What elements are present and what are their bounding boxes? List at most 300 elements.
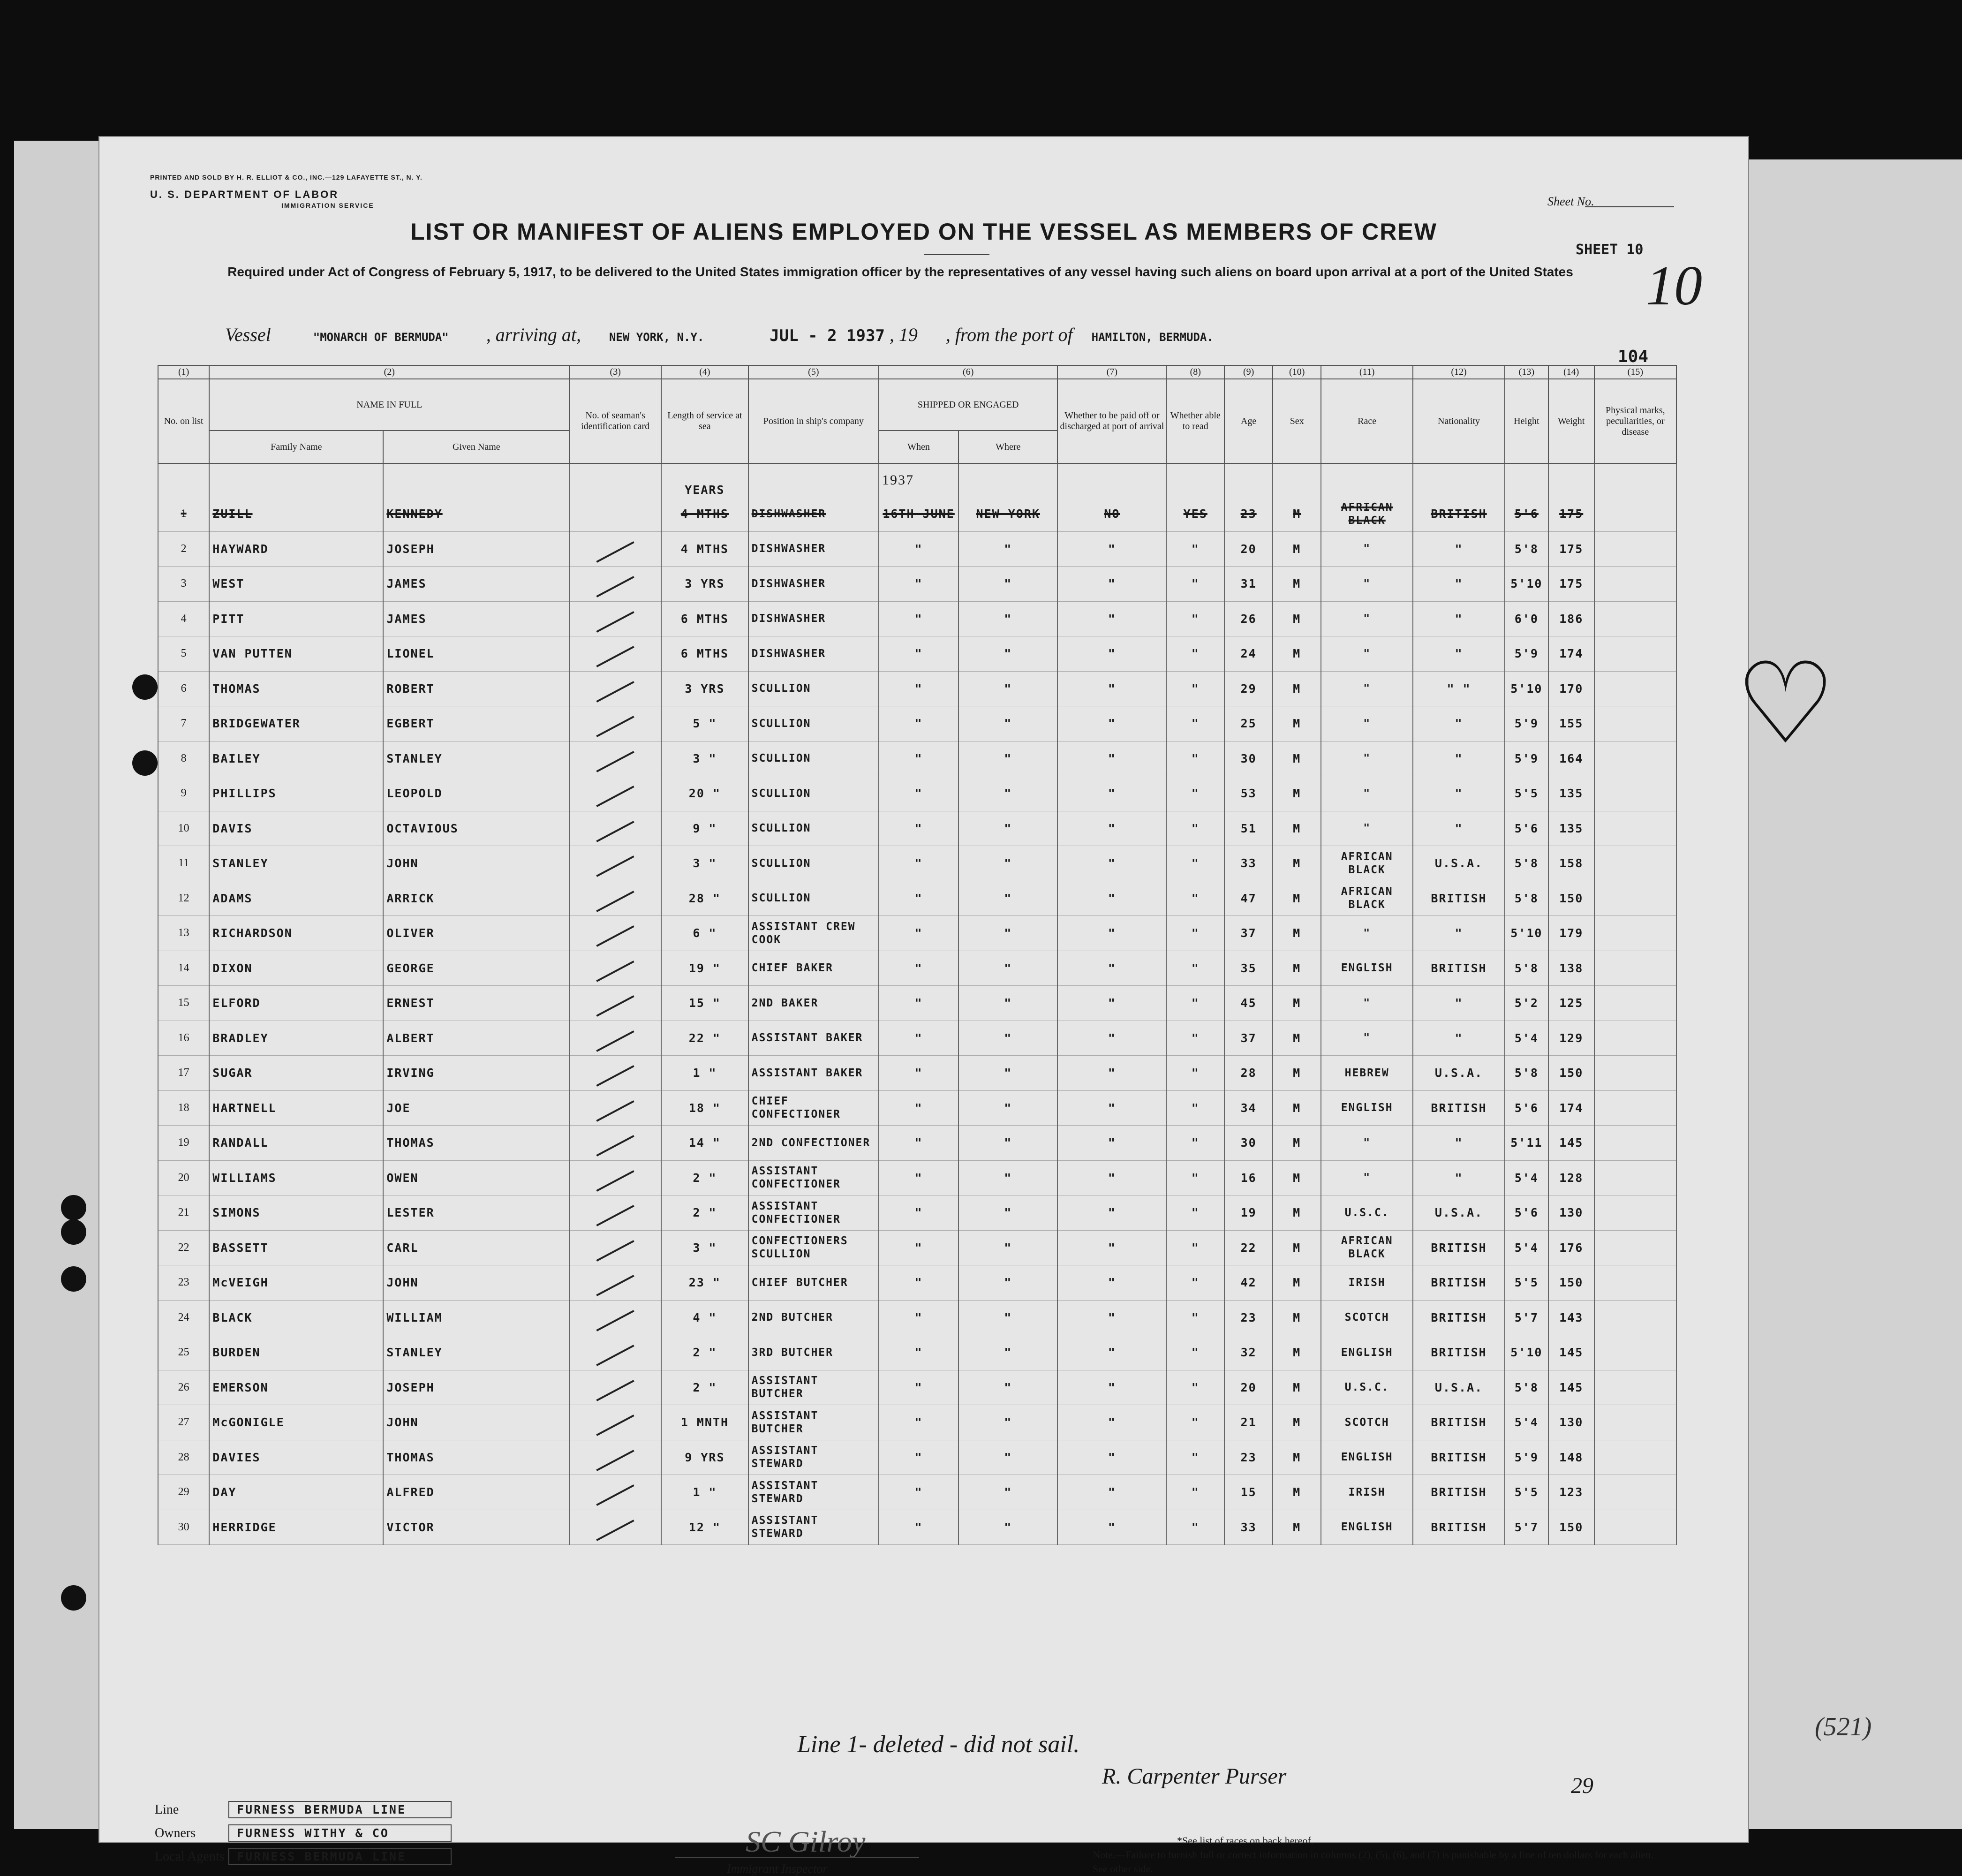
given-name: OLIVER (383, 916, 569, 951)
row-number: 11 (158, 846, 209, 881)
shipped-when: 16TH JUNE (879, 497, 958, 531)
able-to-read: " (1166, 1126, 1224, 1161)
able-to-read: " (1166, 636, 1224, 672)
table-row (158, 1405, 1676, 1440)
physical-marks (1594, 1440, 1676, 1475)
shipped-where: " (958, 1335, 1057, 1370)
physical-marks (1594, 846, 1676, 881)
able-to-read: " (1166, 811, 1224, 846)
nationality: " (1413, 601, 1505, 636)
position: ASSISTANT STEWARD (748, 1440, 879, 1475)
header-height: Height (1505, 379, 1548, 463)
shipped-where: " (958, 1510, 1057, 1545)
col-7-number: (7) (1057, 365, 1166, 379)
shipped-where: " (958, 1265, 1057, 1301)
shipped-when: " (879, 1370, 958, 1405)
length-of-service: 6 MTHS (661, 636, 748, 672)
position: CHIEF BAKER (748, 951, 879, 986)
sex: M (1273, 1090, 1321, 1126)
arrival-date-stamp: JUL - 2 1937 (770, 326, 885, 345)
seaman-card-tick (569, 567, 661, 602)
nationality: " (1413, 916, 1505, 951)
given-name: VICTOR (383, 1510, 569, 1545)
length-of-service: 4 MTHS (661, 531, 748, 567)
length-of-service: 22 " (661, 1021, 748, 1056)
age: 22 (1224, 1230, 1273, 1265)
weight: 125 (1548, 986, 1594, 1021)
weight: 148 (1548, 1440, 1594, 1475)
header-weight: Weight (1548, 379, 1594, 463)
years-label: YEARS (661, 463, 748, 497)
height: 5'8 (1505, 1370, 1548, 1405)
age: 32 (1224, 1335, 1273, 1370)
row-number: 8 (158, 741, 209, 776)
table-row (158, 1126, 1676, 1161)
seaman-card-tick (569, 846, 661, 881)
crew-manifest-table (158, 365, 1677, 1545)
shipped-where: " (958, 741, 1057, 776)
paid-off: " (1057, 986, 1166, 1021)
seaman-card-tick (569, 811, 661, 846)
height: 5'9 (1505, 706, 1548, 741)
punch-hole (61, 1585, 86, 1611)
shipped-when: " (879, 986, 958, 1021)
physical-marks (1594, 671, 1676, 706)
weight: 145 (1548, 1370, 1594, 1405)
nationality: " " (1413, 671, 1505, 706)
race: IRISH (1321, 1265, 1413, 1301)
able-to-read: " (1166, 776, 1224, 811)
table-row (158, 1300, 1676, 1335)
tick-mark (596, 1065, 634, 1087)
race: " (1321, 811, 1413, 846)
pencil-mark: ♡ (1735, 638, 1836, 769)
race: " (1321, 531, 1413, 567)
tick-mark (596, 891, 634, 912)
family-name: ADAMS (209, 881, 383, 916)
nationality: BRITISH (1413, 1335, 1505, 1370)
physical-marks (1594, 1510, 1676, 1545)
position: ASSISTANT BUTCHER (748, 1370, 879, 1405)
shipped-where: " (958, 1056, 1057, 1091)
header-age: Age (1224, 379, 1273, 463)
table-row (158, 706, 1676, 741)
length-of-service: 2 " (661, 1195, 748, 1231)
length-of-service: 15 " (661, 986, 748, 1021)
nationality: BRITISH (1413, 1510, 1505, 1545)
position: DISHWASHER (748, 497, 879, 531)
nationality: BRITISH (1413, 1475, 1505, 1510)
shipped-where: " (958, 1090, 1057, 1126)
weight: 164 (1548, 741, 1594, 776)
table-row (158, 916, 1676, 951)
col-11-number: (11) (1321, 365, 1413, 379)
physical-marks (1594, 951, 1676, 986)
physical-marks (1594, 1056, 1676, 1091)
given-name: OCTAVIOUS (383, 811, 569, 846)
position: DISHWASHER (748, 636, 879, 672)
seaman-card-tick (569, 1510, 661, 1545)
shipped-when: " (879, 881, 958, 916)
shipped-where: " (958, 1126, 1057, 1161)
age: 45 (1224, 986, 1273, 1021)
weight: 150 (1548, 1510, 1594, 1545)
row-number: 20 (158, 1160, 209, 1195)
able-to-read: " (1166, 741, 1224, 776)
given-name: LIONEL (383, 636, 569, 672)
family-name: SUGAR (209, 1056, 383, 1091)
nationality: BRITISH (1413, 1300, 1505, 1335)
height: 5'2 (1505, 986, 1548, 1021)
shipped-when: " (879, 531, 958, 567)
able-to-read: " (1166, 671, 1224, 706)
shipped-where: " (958, 1160, 1057, 1195)
col-15-number: (15) (1594, 365, 1676, 379)
row-number: 19 (158, 1126, 209, 1161)
paid-off: " (1057, 567, 1166, 602)
shipped-when: " (879, 1335, 958, 1370)
seaman-card-tick (569, 1335, 661, 1370)
weight: 175 (1548, 531, 1594, 567)
family-name: DAVIS (209, 811, 383, 846)
sex: M (1273, 916, 1321, 951)
column-header-row (158, 379, 1676, 431)
weight: 145 (1548, 1335, 1594, 1370)
sex: M (1273, 1126, 1321, 1161)
height: 5'10 (1505, 671, 1548, 706)
shipped-where: " (958, 601, 1057, 636)
sex: M (1273, 497, 1321, 531)
seaman-card-tick (569, 916, 661, 951)
shipped-where: " (958, 1475, 1057, 1510)
family-name: HARTNELL (209, 1090, 383, 1126)
sheet-no-line (1585, 206, 1674, 207)
length-of-service: 1 " (661, 1475, 748, 1510)
seaman-card-tick (569, 671, 661, 706)
length-of-service: 28 " (661, 881, 748, 916)
paid-off: NO (1057, 497, 1166, 531)
nationality: " (1413, 986, 1505, 1021)
row-number: 18 (158, 1090, 209, 1126)
shipped-when: " (879, 567, 958, 602)
shipped-where: " (958, 811, 1057, 846)
nationality: " (1413, 1021, 1505, 1056)
sex: M (1273, 1440, 1321, 1475)
header-sex: Sex (1273, 379, 1321, 463)
tick-mark (596, 821, 634, 842)
age: 26 (1224, 601, 1273, 636)
shipped-when: " (879, 636, 958, 672)
paid-off: " (1057, 1405, 1166, 1440)
height: 6'0 (1505, 601, 1548, 636)
legal-note: Note.—Failure to furnish full or correct information in columns (2), (5), (6), and (7) is punishable by a fine of ten dollars for each alien. See other side. (1093, 1849, 1653, 1875)
age: 29 (1224, 671, 1273, 706)
seaman-card-tick (569, 636, 661, 672)
weight: 175 (1548, 567, 1594, 602)
height: 5'11 (1505, 1126, 1548, 1161)
position: ASSISTANT CREW COOK (748, 916, 879, 951)
sex: M (1273, 951, 1321, 986)
paid-off: " (1057, 1126, 1166, 1161)
shipped-where: " (958, 531, 1057, 567)
length-of-service: 9 " (661, 811, 748, 846)
family-name: BRADLEY (209, 1021, 383, 1056)
row-number: 22 (158, 1230, 209, 1265)
shipped-when: " (879, 1021, 958, 1056)
given-name: THOMAS (383, 1126, 569, 1161)
physical-marks (1594, 1335, 1676, 1370)
nationality: BRITISH (1413, 1405, 1505, 1440)
position: CHIEF CONFECTIONER (748, 1090, 879, 1126)
position: SCULLION (748, 706, 879, 741)
tick-mark (596, 1170, 634, 1192)
punch-hole (132, 674, 158, 700)
physical-marks (1594, 636, 1676, 672)
position: SCULLION (748, 741, 879, 776)
footer-agents-row (155, 1848, 452, 1865)
given-name: THOMAS (383, 1440, 569, 1475)
able-to-read: " (1166, 1230, 1224, 1265)
family-name: WEST (209, 567, 383, 602)
header-physical-marks: Physical marks, peculiarities, or disease (1594, 379, 1676, 463)
physical-marks (1594, 1160, 1676, 1195)
height: 5'6 (1505, 1195, 1548, 1231)
table-row (158, 1265, 1676, 1301)
tick-mark (596, 1345, 634, 1366)
physical-marks (1594, 1265, 1676, 1301)
back-sheet-right (1726, 159, 1962, 1829)
height: 5'9 (1505, 636, 1548, 672)
length-of-service: 14 " (661, 1126, 748, 1161)
physical-marks (1594, 1300, 1676, 1335)
line-label: Line (155, 1802, 179, 1817)
year-1937: 1937 (879, 463, 958, 497)
sex: M (1273, 1265, 1321, 1301)
row-number: 15 (158, 986, 209, 1021)
able-to-read: " (1166, 601, 1224, 636)
physical-marks (1594, 1021, 1676, 1056)
age: 15 (1224, 1475, 1273, 1510)
sex: M (1273, 1475, 1321, 1510)
given-name: ERNEST (383, 986, 569, 1021)
given-name: LEOPOLD (383, 776, 569, 811)
table-row (158, 776, 1676, 811)
height: 5'4 (1505, 1405, 1548, 1440)
position: SCULLION (748, 846, 879, 881)
family-name: STANLEY (209, 846, 383, 881)
height: 5'8 (1505, 951, 1548, 986)
tick-mark (596, 1205, 634, 1226)
header-no-on-list: No. on list (158, 379, 209, 463)
nationality: " (1413, 636, 1505, 672)
race: " (1321, 706, 1413, 741)
physical-marks (1594, 741, 1676, 776)
paid-off: " (1057, 1160, 1166, 1195)
year-row (158, 463, 1676, 497)
agents-label: Local Agents (155, 1849, 225, 1864)
sex: M (1273, 846, 1321, 881)
position: CONFECTIONERS SCULLION (748, 1230, 879, 1265)
length-of-service: 19 " (661, 951, 748, 986)
height: 5'4 (1505, 1230, 1548, 1265)
length-of-service: 2 " (661, 1335, 748, 1370)
shipped-where: NEW YORK (958, 497, 1057, 531)
weight: 130 (1548, 1195, 1594, 1231)
seaman-card-tick (569, 986, 661, 1021)
age: 21 (1224, 1405, 1273, 1440)
table-row (158, 1335, 1676, 1370)
race: IRISH (1321, 1475, 1413, 1510)
shipped-when: " (879, 706, 958, 741)
sex: M (1273, 706, 1321, 741)
able-to-read: " (1166, 1510, 1224, 1545)
sex: M (1273, 671, 1321, 706)
length-of-service: 5 " (661, 706, 748, 741)
row-number: 28 (158, 1440, 209, 1475)
able-to-read: " (1166, 1021, 1224, 1056)
sex: M (1273, 1510, 1321, 1545)
family-name: HAYWARD (209, 531, 383, 567)
tick-mark (596, 855, 634, 877)
position: SCULLION (748, 776, 879, 811)
race: " (1321, 567, 1413, 602)
weight: 123 (1548, 1475, 1594, 1510)
paid-off: " (1057, 776, 1166, 811)
shipped-when: " (879, 1230, 958, 1265)
weight: 158 (1548, 846, 1594, 881)
table-row (158, 1230, 1676, 1265)
sex: M (1273, 1335, 1321, 1370)
paid-off: " (1057, 881, 1166, 916)
table-row (158, 846, 1676, 881)
nationality: BRITISH (1413, 1265, 1505, 1301)
physical-marks (1594, 1370, 1676, 1405)
seaman-card-tick (569, 1230, 661, 1265)
race: " (1321, 1021, 1413, 1056)
sex: M (1273, 1300, 1321, 1335)
family-name: McVEIGH (209, 1265, 383, 1301)
col-2-number: (2) (209, 365, 569, 379)
shipped-when: " (879, 1090, 958, 1126)
weight: 129 (1548, 1021, 1594, 1056)
col-8-number: (8) (1166, 365, 1224, 379)
given-name: JOHN (383, 1265, 569, 1301)
punch-hole (61, 1219, 86, 1245)
family-name: VAN PUTTEN (209, 636, 383, 672)
given-name: JOHN (383, 846, 569, 881)
inspector-signature-line (675, 1857, 919, 1858)
tick-mark (596, 646, 634, 667)
tick-mark (596, 1380, 634, 1401)
race: ENGLISH (1321, 1335, 1413, 1370)
purser-signature: R. Carpenter Purser (1102, 1764, 1287, 1789)
footer-owners-row (155, 1824, 452, 1842)
header-able-read: Whether able to read (1166, 379, 1224, 463)
given-name: JOSEPH (383, 531, 569, 567)
age: 34 (1224, 1090, 1273, 1126)
table-row (158, 531, 1676, 567)
tick-mark (596, 611, 634, 633)
age: 30 (1224, 1126, 1273, 1161)
length-of-service: 2 " (661, 1160, 748, 1195)
age: 23 (1224, 497, 1273, 531)
able-to-read: " (1166, 846, 1224, 881)
given-name: JOE (383, 1090, 569, 1126)
paid-off: " (1057, 1300, 1166, 1335)
physical-marks (1594, 706, 1676, 741)
table-row (158, 1370, 1676, 1405)
vessel-line (225, 324, 1214, 346)
shipped-when: " (879, 1160, 958, 1195)
seaman-card-tick (569, 776, 661, 811)
paid-off: " (1057, 1335, 1166, 1370)
position: ASSISTANT BAKER (748, 1056, 879, 1091)
length-of-service: 3 " (661, 741, 748, 776)
manifest-rows (158, 463, 1676, 1545)
age: 28 (1224, 1056, 1273, 1091)
given-name: ROBERT (383, 671, 569, 706)
agents-value: FURNESS BERMUDA LINE (228, 1848, 452, 1865)
shipped-when: " (879, 741, 958, 776)
weight: 145 (1548, 1126, 1594, 1161)
race: AFRICAN BLACK (1321, 881, 1413, 916)
family-name: DAVIES (209, 1440, 383, 1475)
family-name: DIXON (209, 951, 383, 986)
nationality: BRITISH (1413, 1090, 1505, 1126)
tick-mark (596, 1240, 634, 1262)
nationality: " (1413, 531, 1505, 567)
physical-marks (1594, 1405, 1676, 1440)
given-name: KENNEDY (383, 497, 569, 531)
age: 20 (1224, 531, 1273, 567)
race: ENGLISH (1321, 1510, 1413, 1545)
tick-mark (596, 925, 634, 947)
paid-off: " (1057, 811, 1166, 846)
nationality: " (1413, 811, 1505, 846)
shipped-when: " (879, 811, 958, 846)
able-to-read: " (1166, 916, 1224, 951)
seaman-card-tick (569, 881, 661, 916)
race: SCOTCH (1321, 1405, 1413, 1440)
weight: 174 (1548, 1090, 1594, 1126)
physical-marks (1594, 811, 1676, 846)
able-to-read: " (1166, 1056, 1224, 1091)
able-to-read: " (1166, 706, 1224, 741)
col-5-number: (5) (748, 365, 879, 379)
family-name: HERRIDGE (209, 1510, 383, 1545)
given-name: JOHN (383, 1405, 569, 1440)
position: ASSISTANT CONFECTIONER (748, 1160, 879, 1195)
weight: 179 (1548, 916, 1594, 951)
nationality: U.S.A. (1413, 1370, 1505, 1405)
weight: 138 (1548, 951, 1594, 986)
race: ENGLISH (1321, 1090, 1413, 1126)
position: 2ND CONFECTIONER (748, 1126, 879, 1161)
position: CHIEF BUTCHER (748, 1265, 879, 1301)
position: SCULLION (748, 671, 879, 706)
table-row (158, 811, 1676, 846)
age: 37 (1224, 1021, 1273, 1056)
family-name: RANDALL (209, 1126, 383, 1161)
age: 33 (1224, 846, 1273, 881)
able-to-read: " (1166, 1405, 1224, 1440)
year-label: , 19 (889, 324, 918, 345)
paid-off: " (1057, 1440, 1166, 1475)
age: 23 (1224, 1300, 1273, 1335)
legal-notes (1093, 1834, 1655, 1876)
row-number: 2 (158, 531, 209, 567)
col-4-number: (4) (661, 365, 748, 379)
